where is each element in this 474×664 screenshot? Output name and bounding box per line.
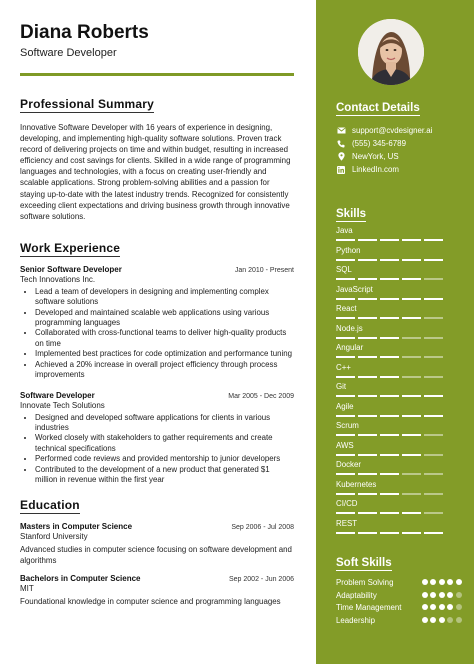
skill-name: C++ [336, 362, 351, 372]
header-divider [20, 73, 294, 76]
skill-level-segment [358, 376, 377, 378]
skill-level-segment [336, 395, 355, 397]
skill-item [336, 519, 458, 539]
skill-level-segment [424, 473, 443, 475]
skill-level-segment [358, 454, 377, 456]
skill-level-segment [402, 532, 421, 534]
rating-dot [430, 592, 436, 598]
skill-level-bar [336, 395, 458, 397]
skill-level-segment [380, 454, 399, 456]
skill-level-segment [402, 317, 421, 319]
education-date: Sep 2002 - Jun 2006 [229, 575, 294, 583]
contact-location [336, 150, 458, 163]
education-description: Advanced studies in computer science focusing on software development and algorithms [20, 545, 292, 565]
summary-section [20, 95, 296, 222]
soft-skill-rating [422, 617, 462, 623]
skill-level-segment [402, 434, 421, 436]
skill-level-segment [358, 395, 377, 397]
skill-item [336, 382, 458, 402]
skill-level-segment [358, 434, 377, 436]
skill-item [336, 324, 458, 344]
skill-level-segment [380, 317, 399, 319]
skill-level-segment [358, 337, 377, 339]
summary-title: Professional Summary [20, 97, 155, 111]
skill-level-segment [336, 259, 355, 261]
skill-level-segment [402, 278, 421, 280]
skills-title: Skills [336, 208, 367, 220]
skill-level-segment [402, 239, 421, 241]
skill-level-segment [380, 415, 399, 417]
skill-name: Python [336, 245, 361, 255]
job-bullet: • Performed code reviews and provided mentorship to junior developers [35, 454, 294, 464]
skill-level-bar [336, 278, 458, 280]
soft-skill-rating [422, 579, 462, 585]
skill-name: Git [336, 382, 347, 391]
soft-skill-item [336, 615, 462, 628]
rating-dot [422, 617, 428, 623]
skill-level-segment [402, 376, 421, 378]
job-company: Innovate Tech Solutions [20, 400, 105, 410]
skill-level-segment [402, 454, 421, 456]
skill-level-segment [336, 532, 355, 534]
skill-level-segment [402, 259, 421, 261]
skill-level-segment [424, 298, 443, 300]
skill-name: Java [336, 226, 353, 235]
soft-skill-item [336, 590, 462, 603]
contact-linkedin-text: LinkedIn.com [352, 165, 399, 174]
degree-title: Bachelors in Computer Science [20, 573, 141, 583]
skill-level-segment [336, 454, 355, 456]
education-entry [20, 522, 294, 566]
skill-item [336, 265, 458, 285]
skill-item [336, 499, 458, 519]
skill-item [336, 460, 458, 480]
work-title: Work Experience [20, 240, 121, 255]
skill-name: REST [336, 518, 358, 528]
skill-level-segment [424, 415, 443, 417]
skill-item [336, 343, 458, 363]
job-title: Senior Software Developer [20, 264, 122, 274]
profile-photo [358, 19, 424, 85]
rating-dot [422, 604, 428, 610]
job-company: Tech Innovations Inc. [20, 274, 96, 284]
job-bullets [20, 413, 294, 486]
skill-level-segment [380, 278, 399, 280]
skill-level-segment [336, 298, 355, 300]
skill-level-bar [336, 317, 458, 319]
skill-name: JavaScript [336, 284, 373, 294]
rating-dot [456, 592, 462, 598]
job-date: Jan 2010 - Present [234, 266, 294, 274]
contact-email-text: support@cvdesigner.ai [352, 126, 433, 135]
soft-skill-name: Leadership [336, 615, 376, 625]
skill-item [336, 480, 458, 500]
soft-skills-list [336, 577, 462, 627]
skill-level-bar [336, 298, 458, 300]
skill-level-segment [402, 356, 421, 358]
rating-dot [430, 617, 436, 623]
skill-name: SQL [336, 265, 352, 274]
linkedin-icon [336, 166, 346, 174]
skill-item [336, 421, 458, 441]
skill-level-segment [336, 376, 355, 378]
skill-level-segment [336, 337, 355, 339]
contact-email[interactable] [336, 124, 458, 137]
skill-level-segment [424, 493, 443, 495]
rating-dot [447, 604, 453, 610]
rating-dot [447, 579, 453, 585]
skill-level-bar [336, 376, 458, 378]
rating-dot [439, 604, 445, 610]
skill-level-segment [336, 356, 355, 358]
job-bullet: • Developed and maintained scalable web applications using various programming languages [35, 308, 294, 329]
phone-icon [336, 140, 346, 148]
soft-skill-name: Time Management [336, 603, 402, 613]
skill-item [336, 441, 458, 461]
contact-phone-text: (555) 345-6789 [352, 139, 406, 148]
skill-name: Docker [336, 460, 361, 469]
education-entry [20, 574, 294, 608]
rating-dot [447, 617, 453, 623]
skill-level-segment [424, 395, 443, 397]
skill-level-segment [424, 239, 443, 241]
skill-name: CI/CD [336, 499, 358, 508]
skills-section [336, 204, 458, 538]
skill-level-segment [380, 434, 399, 436]
skill-level-segment [380, 356, 399, 358]
skill-level-segment [402, 395, 421, 397]
skills-list [336, 226, 458, 538]
skill-level-segment [424, 512, 443, 514]
skill-level-segment [380, 298, 399, 300]
rating-dot [430, 579, 436, 585]
job-bullet: • Implemented best practices for code optimization and performance tuning [35, 349, 294, 359]
skill-level-segment [336, 512, 355, 514]
skill-level-segment [380, 337, 399, 339]
rating-dot [447, 592, 453, 598]
rating-dot [456, 617, 462, 623]
education-title: Education [20, 498, 80, 513]
job-entry [20, 265, 294, 381]
skill-level-segment [380, 512, 399, 514]
job-bullet: • Achieved a 20% increase in overall project efficiency through process improvements [35, 360, 294, 381]
location-icon [336, 152, 346, 161]
candidate-role: Software Developer [20, 47, 117, 59]
skill-level-segment [336, 239, 355, 241]
skill-level-segment [358, 493, 377, 495]
skill-item [336, 246, 458, 266]
skill-level-segment [424, 454, 443, 456]
skill-level-bar [336, 259, 458, 261]
skill-name: Scrum [336, 421, 359, 430]
job-bullet: • Designed and developed software applications for clients in various industries [35, 413, 294, 434]
mail-icon [336, 127, 346, 134]
skill-level-bar [336, 415, 458, 417]
skill-level-segment [358, 473, 377, 475]
skill-level-segment [402, 473, 421, 475]
skill-level-segment [402, 337, 421, 339]
soft-skills-title: Soft Skills [336, 557, 392, 569]
skill-level-segment [380, 259, 399, 261]
work-section [20, 239, 296, 486]
skill-level-segment [358, 239, 377, 241]
job-bullets [20, 287, 294, 381]
skill-item [336, 402, 458, 422]
skill-level-segment [358, 415, 377, 417]
skill-level-segment [336, 415, 355, 417]
skill-name: Angular [336, 343, 364, 352]
job-title: Software Developer [20, 390, 95, 400]
skill-level-segment [380, 395, 399, 397]
job-bullet: • Contributed to the development of a new product that generated $1 million in revenue within the first year [35, 465, 294, 486]
skill-level-segment [424, 337, 443, 339]
rating-dot [430, 604, 436, 610]
skill-level-segment [336, 473, 355, 475]
skill-name: Agile [336, 401, 354, 411]
rating-dot [456, 604, 462, 610]
skill-level-bar [336, 356, 458, 358]
skill-level-segment [402, 493, 421, 495]
degree-title: Masters in Computer Science [20, 522, 133, 532]
rating-dot [439, 579, 445, 585]
skill-item [336, 285, 458, 305]
rating-dot [456, 579, 462, 585]
skill-level-segment [424, 317, 443, 319]
skill-name: Kubernetes [336, 479, 377, 489]
summary-text: Innovative Software Developer with 16 years of experience in designing, developing, and implementing high-quality software solutions. Proven track record of delivering projects on time and within budget, resulting in increased efficiency and cost savings for clients. Skilled in a wide range of programming languages and technologies, with a focus on creating user-friendly and scalable applications. Strong problem-solving abilities and a passion for staying up-to-date with the latest industry trends. Recognized for consistently exceeding client expectations and driving business growth through innovative software solutions. [20, 123, 291, 221]
job-date: Mar 2005 - Dec 2009 [228, 392, 294, 400]
skill-level-segment [380, 239, 399, 241]
skill-item [336, 304, 458, 324]
job-entry [20, 391, 294, 486]
skill-level-segment [402, 298, 421, 300]
skill-level-segment [402, 415, 421, 417]
skill-level-bar [336, 337, 458, 339]
rating-dot [422, 579, 428, 585]
skill-level-segment [424, 376, 443, 378]
school-name: MIT [20, 583, 34, 593]
soft-skill-name: Adaptability [336, 590, 377, 600]
skill-level-segment [336, 317, 355, 319]
contact-linkedin[interactable] [336, 163, 458, 176]
skill-level-segment [380, 532, 399, 534]
skill-level-bar [336, 454, 458, 456]
education-date: Sep 2006 - Jul 2008 [231, 524, 294, 532]
skill-item [336, 226, 458, 246]
rating-dot [439, 617, 445, 623]
skill-level-segment [336, 434, 355, 436]
skill-level-segment [402, 512, 421, 514]
skill-name: React [336, 304, 357, 313]
soft-skill-rating [422, 592, 462, 598]
skill-name: Node.js [336, 323, 363, 333]
contact-phone[interactable] [336, 137, 458, 150]
skill-level-segment [380, 376, 399, 378]
rating-dot [439, 592, 445, 598]
skill-level-segment [424, 434, 443, 436]
skill-level-segment [358, 259, 377, 261]
contact-section [336, 98, 458, 176]
job-bullet: • Lead a team of developers in designing and implementing complex software solutions [35, 287, 294, 308]
skill-level-segment [424, 278, 443, 280]
candidate-name: Diana Roberts [20, 22, 149, 43]
skill-level-segment [358, 278, 377, 280]
soft-skill-item [336, 577, 462, 590]
skill-level-bar [336, 512, 458, 514]
job-bullet: • Worked closely with stakeholders to gather requirements and create technical specifications [35, 433, 294, 454]
skill-level-segment [358, 356, 377, 358]
soft-skill-item [336, 602, 462, 615]
soft-skill-rating [422, 604, 462, 610]
skill-level-segment [336, 278, 355, 280]
skill-level-bar [336, 473, 458, 475]
skill-level-segment [358, 317, 377, 319]
soft-skills-section [336, 553, 462, 627]
skill-level-segment [424, 532, 443, 534]
job-bullet: • Collaborated with cross-functional teams to deliver high-quality products on time [35, 328, 294, 349]
skill-level-segment [358, 298, 377, 300]
skill-level-segment [358, 512, 377, 514]
skill-level-segment [424, 259, 443, 261]
soft-skill-name: Problem Solving [336, 578, 394, 587]
skill-level-bar [336, 493, 458, 495]
skill-level-segment [380, 493, 399, 495]
contact-location-text: NewYork, US [352, 152, 399, 161]
skill-level-segment [336, 493, 355, 495]
skill-level-segment [358, 532, 377, 534]
sidebar [316, 0, 474, 664]
skill-item [336, 363, 458, 383]
education-section [20, 496, 296, 607]
skill-level-segment [424, 356, 443, 358]
rating-dot [422, 592, 428, 598]
skill-level-bar [336, 239, 458, 241]
skill-level-segment [380, 473, 399, 475]
contact-title: Contact Details [336, 102, 420, 114]
skill-level-bar [336, 532, 458, 534]
education-description: Foundational knowledge in computer science and programming languages [20, 596, 281, 606]
skill-name: AWS [336, 440, 354, 450]
school-name: Stanford University [20, 532, 88, 542]
skill-level-bar [336, 434, 458, 436]
